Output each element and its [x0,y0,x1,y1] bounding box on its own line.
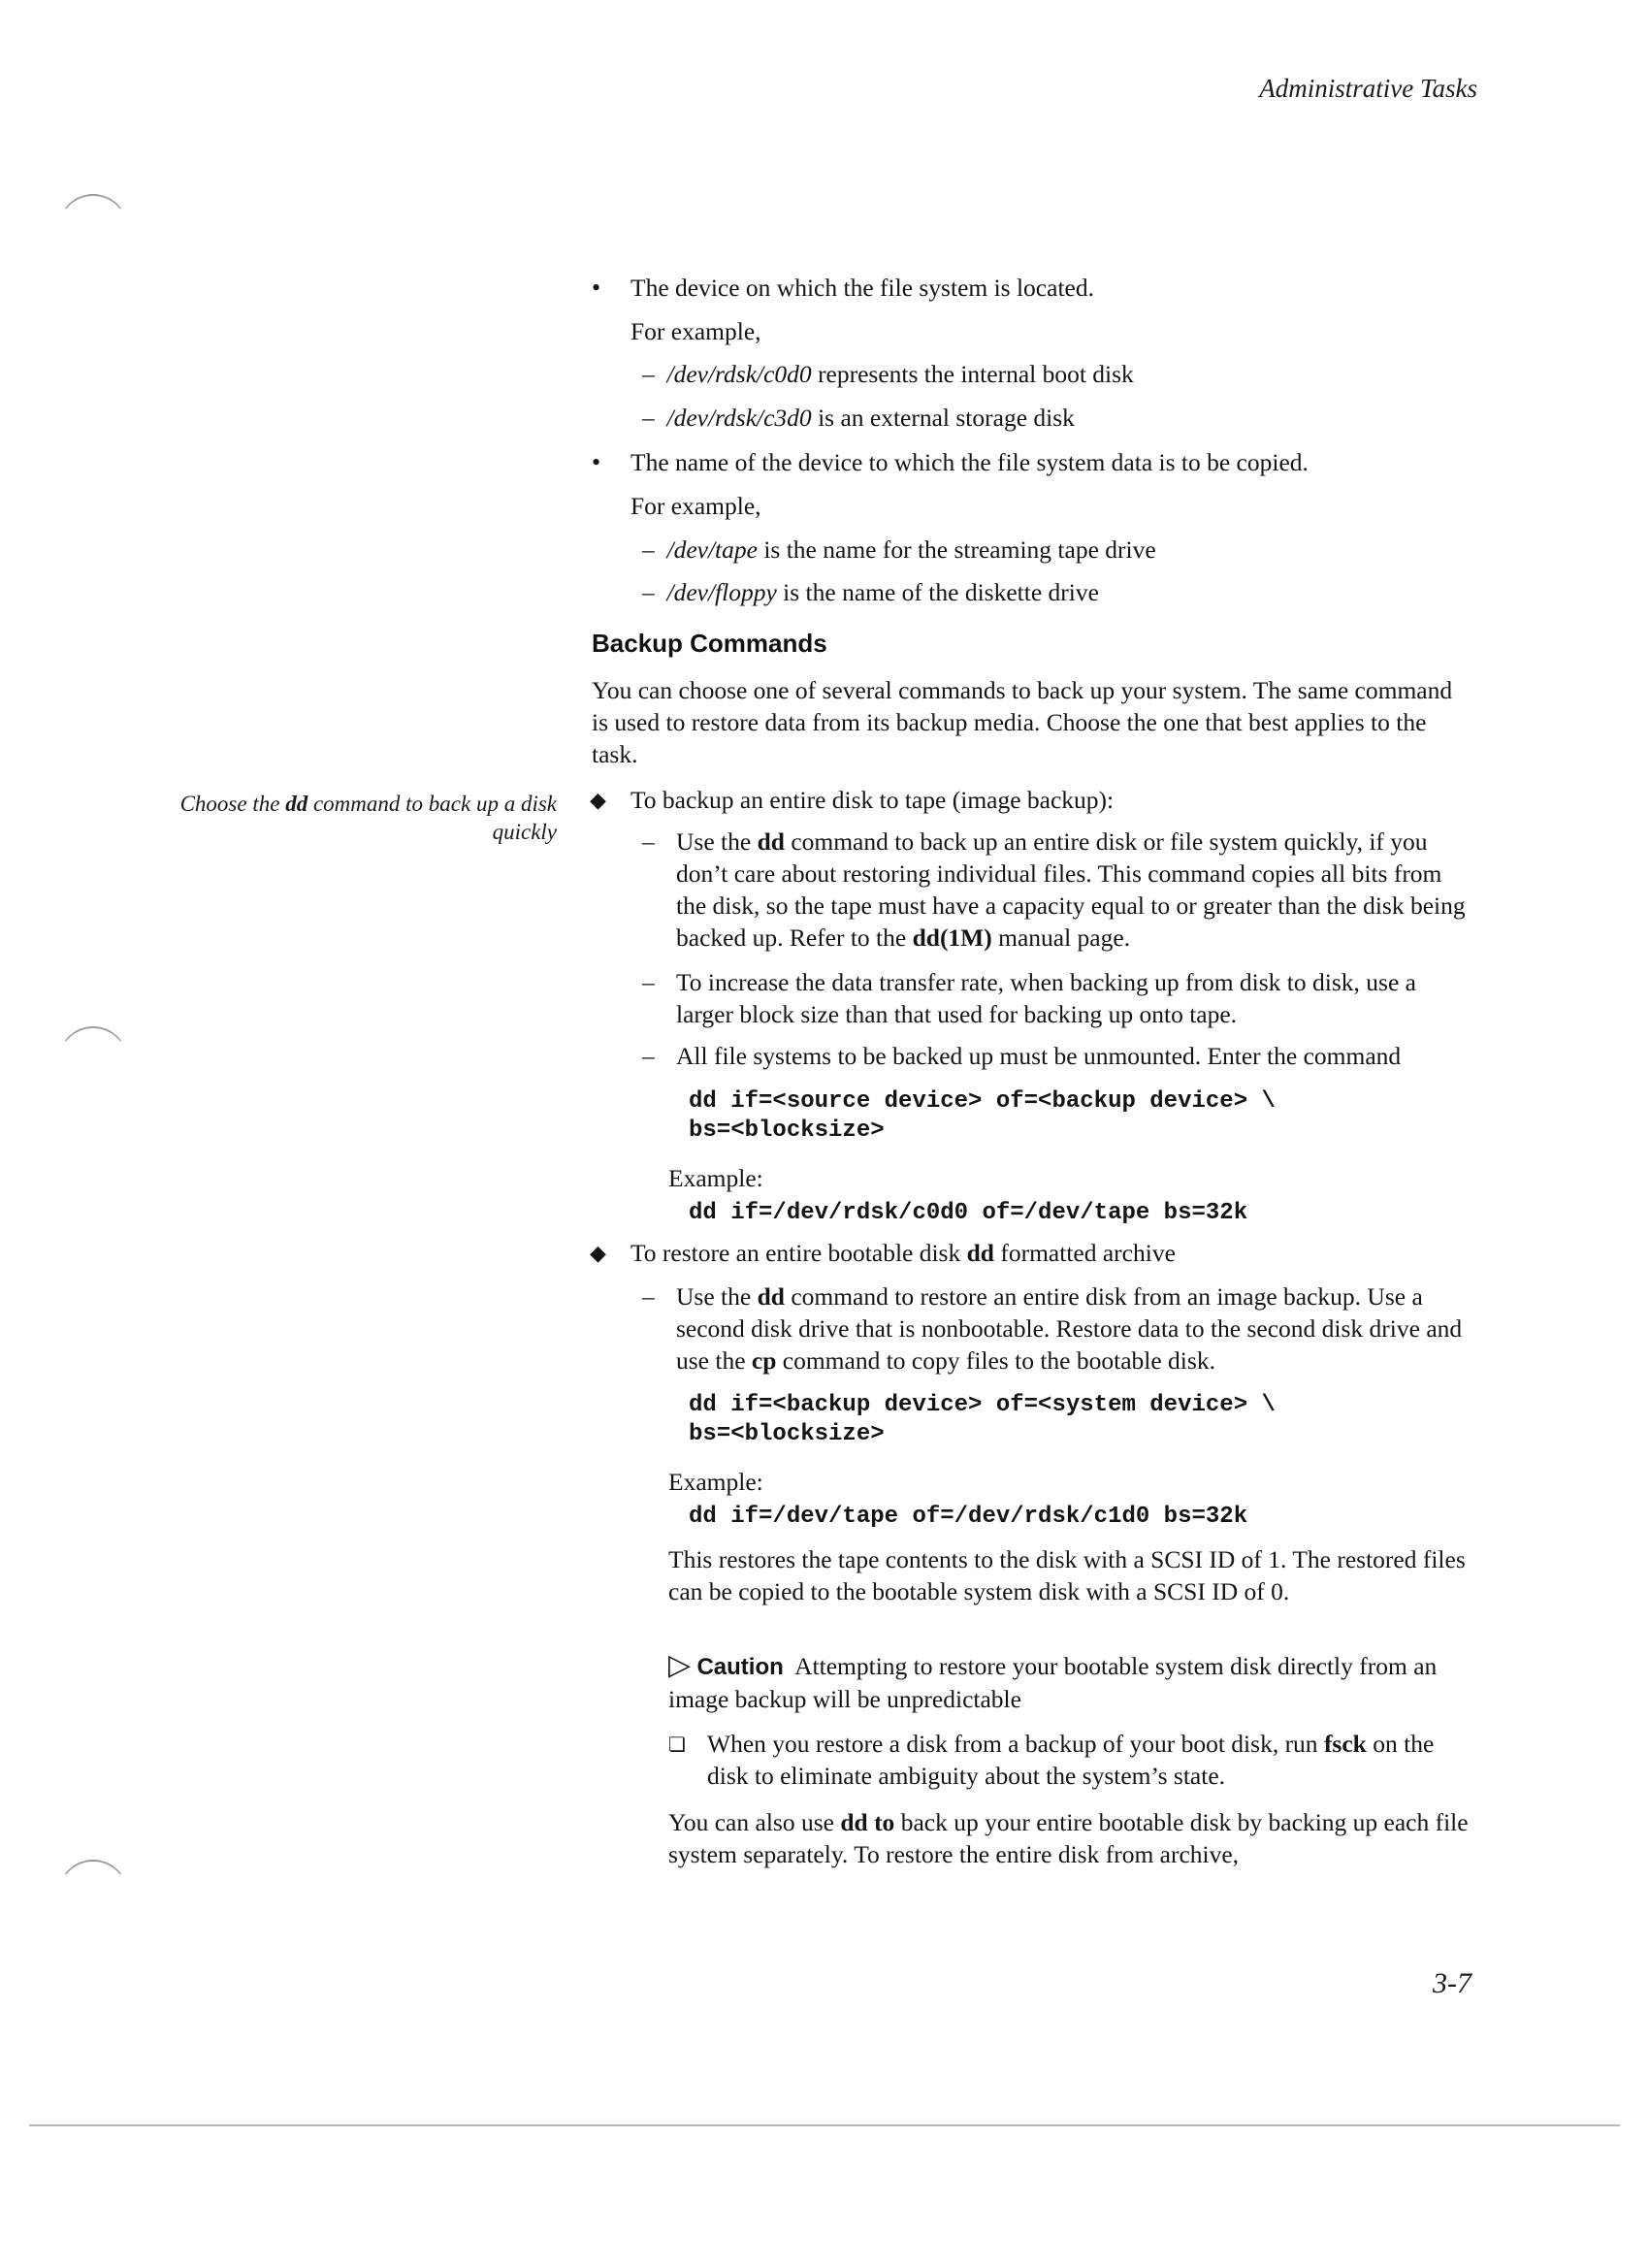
list-item: – /dev/rdsk/c0d0 represents the internal boot disk [642,360,1134,388]
list-item: – To increase the data transfer rate, when backing up from disk to disk, use a larger block size than that used for backing up onto tape. [642,968,1416,1028]
list-item: – /dev/rdsk/c3d0 is an external storage disk [642,404,1075,432]
section-heading: Backup Commands [592,629,827,658]
bullet-dot-icon: • [592,274,601,302]
example-label: For example, [630,317,761,345]
example-label: Example: [668,1164,763,1192]
code-example: dd if=/dev/rdsk/c0d0 of=/dev/tape bs=32k [689,1200,1248,1226]
list-item: – Use the dd command to restore an entire disk from an image backup. Use a second disk drive that is nonbootable. Restore data to the second disk drive and use the cp command to copy files to the bootable disk. [642,1282,1463,1375]
bullet-dot-icon: • [592,448,601,476]
section-intro: You can choose one of several commands to back up your system. The same command is used to restore data from its backup media. Choose the one that best applies to the task. [592,676,1453,768]
page-bottom-rule [29,2124,1620,2126]
caution-triangle-icon: ▷ [668,1649,692,1681]
note-block: ❏ When you restore a disk from a backup of your boot disk, run fsck on the disk to eliminate ambiguity about the system’s state. [668,1730,1435,1790]
document-page: Administrative Tasks Choose the dd command to back up a disk quickly • The device on which the file system is located. For example, – /dev/rdsk/c0d0 represents the internal boot disk – /dev/rdsk/c3d0 is an external storage disk • The name of the device to which the file system data is to be copied. For example, – /dev/tape is the name for the streaming tape drive – /dev/floppy is the name of the diskette drive Backup Commands You can choose one of several commands to back up your system. The same command is used to restore data from its backup media. Choose the one that best applies to the task. ◆ To backup an entire disk to tape (image backup): – Use the dd command to back up an entire disk or file system quickly, if you don’t care about restoring individual files. This command copies all bits from the disk, so the tape must have a capacity equal to or greater than the disk being backed up. Refer to the dd(1M) manual page. – To increase the data transfer rate, when backing up from disk to disk, use a larger block size than that used for backing up onto tape. – All file systems to be backed up must be unmounted. Enter the command dd if=<source device> of=<backup device> \ bs=<blocksize> Example: dd if=/dev/rdsk/c0d0 of=/dev/tape bs=32k ◆ To restore an entire bootable disk dd formatted archive – Use the dd command to restore an entire disk from an image backup. Use a second disk drive that is nonbootable. Restore data to the second disk drive and use the cp command to copy files to the bootable disk. dd if=<backup device> of=<system device> \ bs=<blocksize> Example: dd if=/dev/tape of=/dev/rdsk/c1d0 bs=32k This restores the tape contents to the disk with a SCSI ID of 1. The restored files can be copied to the bootable system disk with a SCSI ID of 0. ▷ Caution Attempting to restore your bootable system disk directly from an image backup will be unpredictable ❏ When you restore a disk from a backup of your boot disk, run fsck on the disk to eliminate ambiguity about the system’s state. You can also use dd to back up your entire bootable disk by backing up each file system separately. To restore the entire disk from archive, 3-7 [0,0,1649,2268]
example-label: Example: [668,1468,763,1496]
diamond-arrow-icon: ◆ [590,1241,606,1265]
caution-block: ▷ Caution Attempting to restore your bootable system disk directly from an image backup will be unpredictable [668,1649,1438,1713]
list-item: – All file systems to be backed up must be unmounted. Enter the command [642,1042,1402,1070]
punch-hole-mark [58,194,128,235]
page-number: 3-7 [1433,1967,1471,1999]
restore-note: This restores the tape contents to the disk with a SCSI ID of 1. The restored files can be copied to the bootable system disk with a SCSI ID of 0. [668,1545,1466,1605]
punch-hole-mark [58,1026,128,1067]
running-header: Administrative Tasks [1259,74,1477,103]
list-item: – /dev/floppy is the name of the diskette drive [642,578,1099,606]
list-item: – /dev/tape is the name for the streaming tape drive [642,535,1156,564]
code-block: dd if=<source device> of=<backup device> \ bs=<blocksize> [689,1088,1276,1144]
example-label: For example, [630,492,761,520]
punch-hole-mark [58,1860,128,1900]
list-item: – Use the dd command to back up an entire disk or file system quickly, if you don’t care about restoring individual files. This command copies all bits from the disk, so the tape must have a capacity equal to or greater than the disk being backed up. Refer to the dd(1M) manual page. [642,827,1466,952]
margin-note: Choose the dd command to back up a disk quickly [179,792,557,844]
final-paragraph: You can also use dd to back up your entire bootable disk by backing up each file system separately. To restore the entire disk from archive, [668,1808,1469,1868]
note-icon: ❏ [668,1734,686,1756]
code-example: dd if=/dev/tape of=/dev/rdsk/c1d0 bs=32k [689,1504,1248,1530]
code-block: dd if=<backup device> of=<system device> \ bs=<blocksize> [689,1392,1276,1447]
diamond-arrow-icon: ◆ [590,788,606,812]
